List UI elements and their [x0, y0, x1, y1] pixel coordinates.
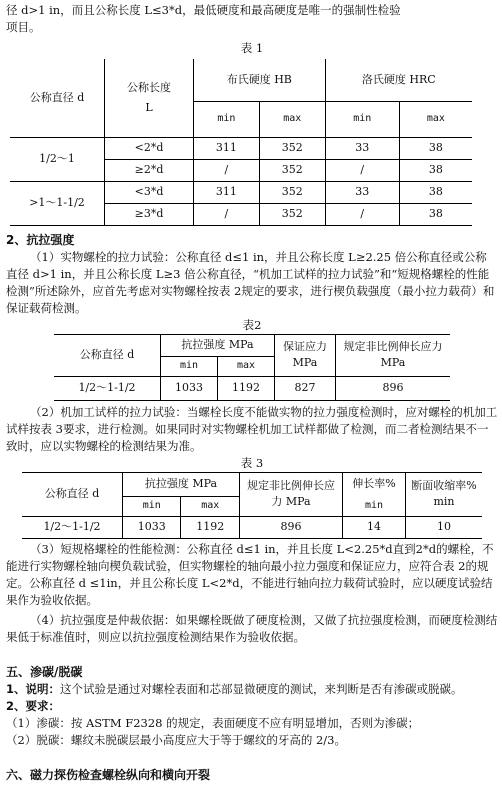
table3-header-tensile: 抗拉强度 MPa [123, 472, 240, 496]
table1-group-1: 1/2～1 [10, 137, 105, 181]
section-2-para-1: （1）实物螺栓的拉力试验：公称直径 d≤1 in，并且公称长度 L≥2.25 倍公称直径或公称直径 d>1 in，并且公称长度 L≥3 倍公称直径，“机加工试样的拉力试验”和“短规格螺栓的性能检测”所述除外，应首先考虑对实物螺栓按表 2规定的要求，进行楔负载强度（最小拉力载荷）和保证载荷检测。 [6, 249, 495, 315]
table1-header-hrc: 洛氏硬度 HRC [325, 59, 472, 101]
table1-group-2: >1～1-1/2 [10, 181, 105, 225]
table1-header-length: 公称长度 L [105, 59, 194, 137]
table1-header-diameter: 公称直径 d [29, 90, 85, 104]
table2-header-tensile: 抗拉强度 MPa [161, 334, 275, 356]
table2: 公称直径 d 抗拉强度 MPa 保证应力 MPa 规定非比例伸长应力 MPa min max 1/2～1-1/2 1033 1192 827 896 [54, 334, 450, 401]
table3-header-yield: 规定非比例伸长应力 MPa [240, 472, 343, 516]
section-5-req-label: 2、要求： [6, 698, 61, 713]
section-5-req-1: （1）渗碳：按 ASTM F2328 的规定，表面硬度不应有明显增加，否则为渗碳； [6, 715, 420, 730]
intro-text: 径 d>1 in，而且公称长度 L≤3*d，最低硬度和最高硬度是唯一的强制性检验 [6, 3, 401, 17]
table-row: 1/2～1-1/2 1033 1192 896 14 10 [22, 516, 482, 538]
table2-header-yield: 规定非比例伸长应力 MPa [336, 334, 451, 376]
section-2-para-3: （3）短规格螺栓的性能检测：公称直径 d≤1 in，并且长度 L<2.25*d直到2*d的螺栓，不能进行实物螺栓轴向楔负载试验，但实物螺栓的轴向最小拉力强度和保证应力，应符合表 2的规定。公称直径 d ≤1in，并且公称长度 L<2*d，不能进行轴向拉力载荷试验时，应以硬度试验结果作为验收依据。 [6, 541, 494, 607]
table-row: 1/2～1 <2*d 311 352 33 38 [10, 137, 472, 159]
section-6-title: 六、磁力探伤检查螺栓纵向和横向开裂 [6, 767, 211, 782]
table2-caption: 表2 [242, 317, 262, 332]
intro-text-end: 项目。 [6, 20, 41, 34]
table3-caption: 表 3 [240, 455, 264, 470]
table3-header-reduction: 断面收缩率% min [406, 472, 483, 516]
section-5-title: 五、渗碳/脱碳 [6, 664, 83, 679]
table2-header-proof: 保证应力 MPa [275, 334, 336, 376]
table3-header-elong: 伸长率% [343, 472, 406, 496]
table-row: 1/2～1-1/2 1033 1192 827 896 [54, 376, 450, 400]
section-2-para-2: （2）机加工试样的拉力试验：当螺栓长度不能做实物的拉力强度检测时，应对螺栓的机加工试样按表 3要求，进行检测。如果同时对实物螺栓机加工试样都做了检测，而二者检测结果不一致时，应以实物螺栓的检测结果为准。 [6, 404, 498, 453]
table-row: ≥2*d / 352 / 38 [10, 159, 472, 181]
table-row: ≥3*d / 352 / 38 [10, 203, 472, 225]
section-2-title: 2、抗拉强度 [6, 232, 75, 247]
table1: 公称直径 d 公称长度 L 布氏硬度 HB 洛氏硬度 HRC min max min max 1/2～1 <2*d 311 352 33 38 ≥2*d / 352 / 38 >1～1-1/2 <3*d 311 352 33 38 ≥3*d / 352 / 38 [10, 59, 472, 226]
table3-header-diameter: 公称直径 d [22, 472, 123, 516]
section-5-req-2: （2）脱碳：螺纹未脱碳层最小高度应大于等于螺纹的牙高的 2/3。 [6, 732, 346, 747]
table1-caption: 表 1 [240, 41, 264, 55]
table-row: >1～1-1/2 <3*d 311 352 33 38 [10, 181, 472, 203]
section-2-para-4: （4）抗拉强度是仲裁依据：如果螺栓既做了硬度检测，又做了抗拉强度检测，而硬度检测结果低于标准值时，则应以抗拉强度检测结果作为验收依据。 [6, 612, 498, 644]
section-5-desc: 1、说明：这个试验是通过对螺栓表面和芯部显微硬度的测试，来判断是否有渗碳或脱碳。 [6, 681, 463, 696]
table2-header-diameter: 公称直径 d [54, 334, 161, 376]
table3: 公称直径 d 抗拉强度 MPa 规定非比例伸长应力 MPa 伸长率% 断面收缩率% min min max min 1/2～1-1/2 1033 1192 896 14 10 [22, 472, 482, 539]
table1-header-hb: 布氏硬度 HB [194, 59, 326, 101]
